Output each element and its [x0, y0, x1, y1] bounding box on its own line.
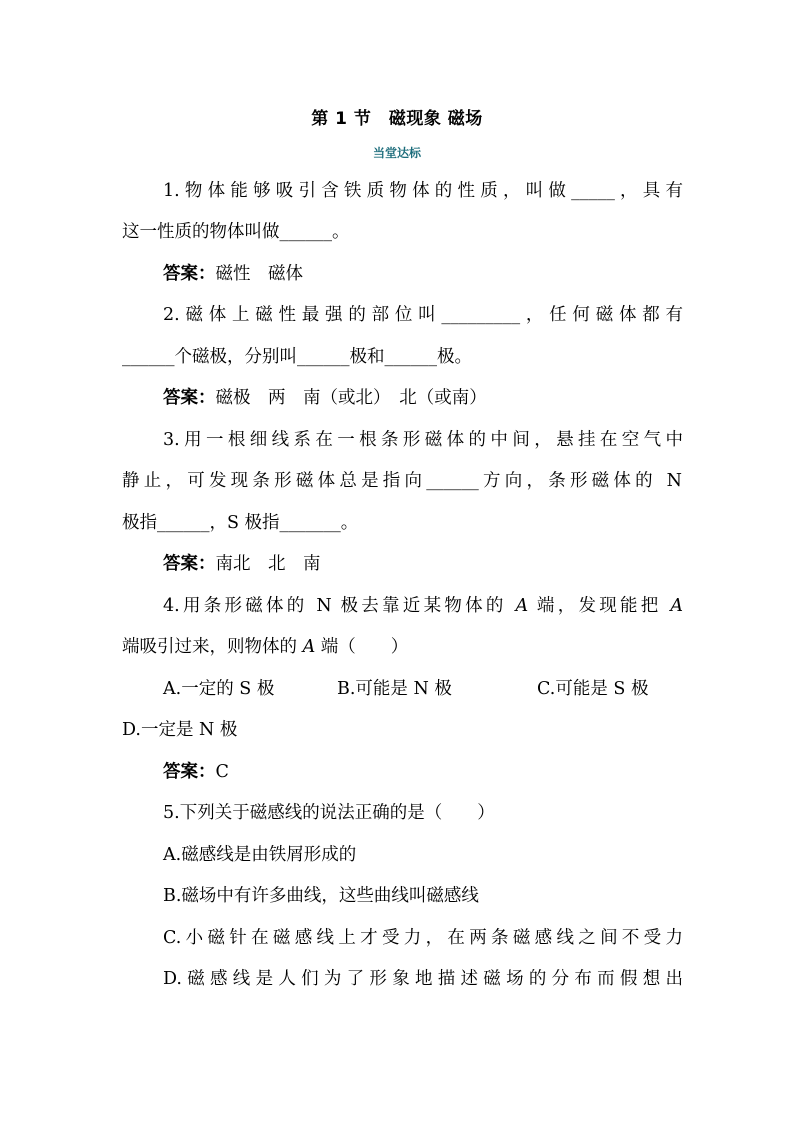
- answer-2: [163, 388, 683, 408]
- answer-3: [163, 554, 683, 574]
- q5-option-b: B.磁场中有许多曲线，这些曲线叫磁感线: [163, 886, 479, 906]
- question-1-line-1: 1.物体能够吸引含铁质物体的性质，叫做_____，具有: [163, 181, 683, 201]
- answer-1: [163, 264, 683, 284]
- q4-option-d: D.一定是 N 极: [122, 720, 238, 740]
- q4-text-part: 端，发现能把: [528, 596, 671, 616]
- question-5-stem: 5.下列关于磁感线的说法正确的是（ ）: [163, 803, 495, 823]
- answer-label: 答案：: [163, 388, 216, 408]
- answer-label: 答案：: [163, 264, 216, 284]
- q4-text-part: 端（ ）: [315, 637, 409, 657]
- q5-option-c: C.小磁针在磁感线上才受力，在两条磁感线之间不受力: [163, 928, 683, 948]
- question-2-line-1: 2.磁体上磁性最强的部位叫_________，任何磁体都有: [163, 305, 683, 325]
- question-4-line-2: [122, 637, 682, 657]
- answer-1-text: 磁性 磁体: [215, 264, 303, 284]
- q4-option-b: B.可能是 N 极: [337, 679, 452, 699]
- q4-variable: A: [302, 637, 316, 657]
- answer-2-text: 磁极 两 南（或北） 北（或南）: [215, 388, 487, 408]
- question-4-line-1: [163, 596, 683, 616]
- answer-label: 答案：: [163, 554, 216, 574]
- question-3-line-3: 极指______，S 极指_______。: [122, 513, 359, 533]
- q5-option-d: D.磁感线是人们为了形象地描述磁场的分布而假想出: [163, 969, 683, 989]
- answer-3-text: 南北 北 南: [215, 554, 321, 574]
- q4-variable: A: [670, 596, 683, 616]
- q4-option-c: C.可能是 S 极: [537, 679, 649, 699]
- page-title: 第 1 节 磁现象 磁场: [311, 109, 483, 129]
- answer-label: 答案：: [163, 762, 216, 782]
- question-3-line-1: 3.用一根细线系在一根条形磁体的中间，悬挂在空气中: [163, 430, 683, 450]
- question-2-line-2: ______个磁极，分别叫______极和______极。: [122, 347, 472, 367]
- question-3-line-2: 静止，可发现条形磁体总是指向______方向，条形磁体的 N: [122, 471, 682, 491]
- q5-option-a: A.磁感线是由铁屑形成的: [163, 845, 357, 865]
- q4-text-part: 4.用条形磁体的 N 极去靠近某物体的: [163, 596, 516, 616]
- answer-4-text: C: [215, 762, 229, 782]
- q4-text-part: 端吸引过来，则物体的: [122, 637, 303, 657]
- section-subtitle: 当堂达标: [372, 146, 421, 160]
- answer-4: [163, 762, 683, 782]
- question-1-line-2: 这一性质的物体叫做______。: [122, 222, 350, 242]
- q4-variable: A: [515, 596, 529, 616]
- q4-option-a: A.一定的 S 极: [163, 679, 275, 699]
